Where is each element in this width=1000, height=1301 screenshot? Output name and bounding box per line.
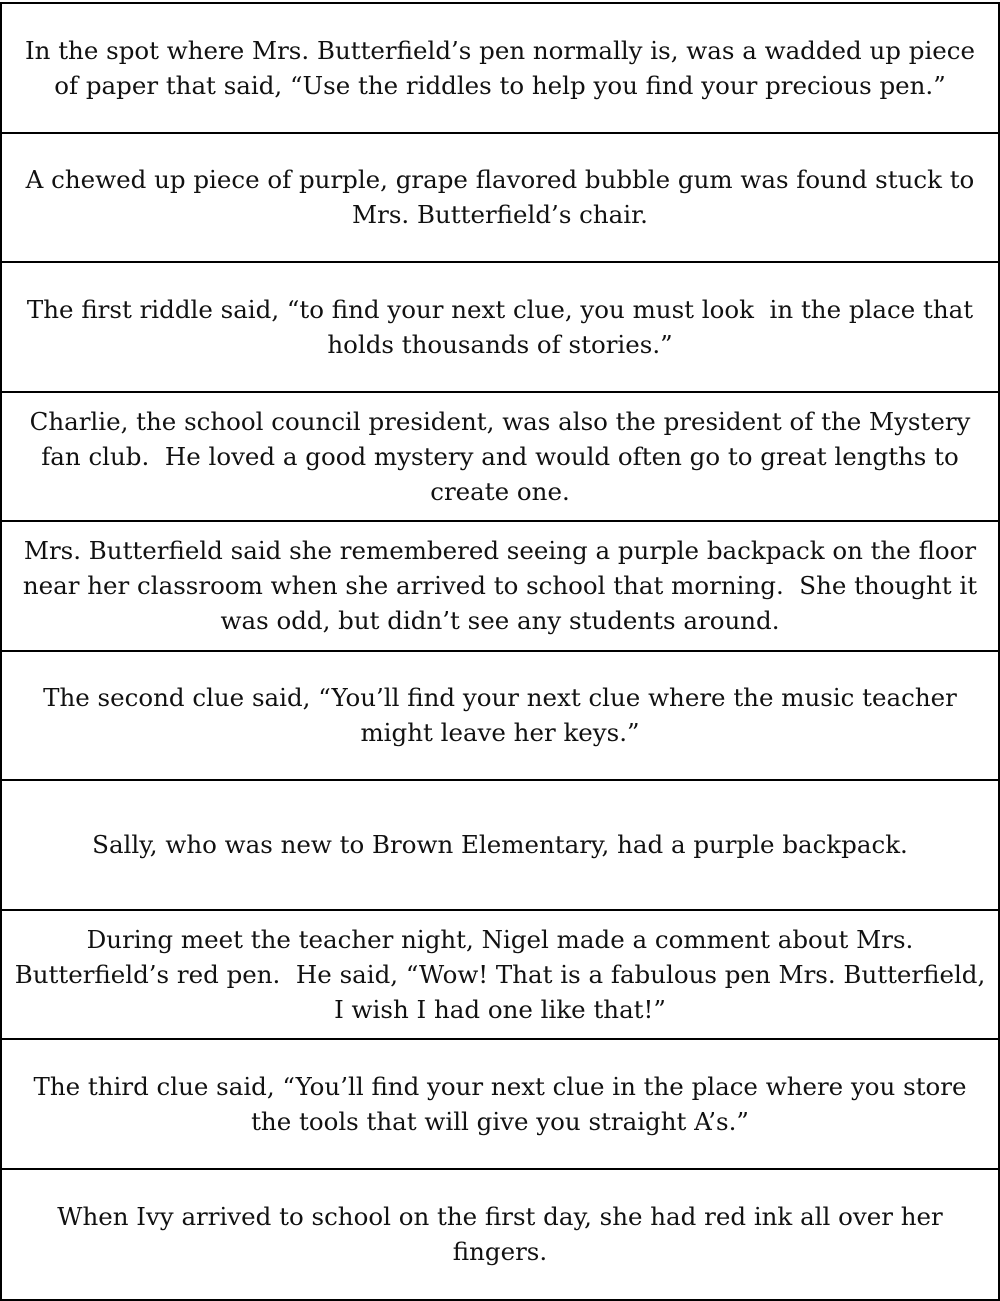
clue-text: During meet the teacher night, Nigel made a comment about Mrs. Butterfield’s red pen. He said, “Wow! That is a fabulous pen Mrs. Butterfield, I wish I had one like that!” <box>14 924 994 1024</box>
clue-text: The second clue said, “You’ll find your next clue where the music teacher might leave her keys.” <box>43 683 965 748</box>
clue-card-table <box>0 2 1000 1301</box>
clue-card-7 <box>2 781 998 911</box>
clue-card-2 <box>2 134 998 264</box>
clue-card-8 <box>2 911 998 1041</box>
clue-text: The third clue said, “You’ll find your next clue in the place where you store the tools that will give you straight A’s.” <box>33 1071 975 1136</box>
clue-text: In the spot where Mrs. Butterfield’s pen normally is, was a wadded up piece of paper that said, “Use the riddles to help you find your precious pen.” <box>24 35 983 100</box>
clue-card-9 <box>2 1040 998 1170</box>
clue-card-10 <box>2 1170 998 1300</box>
clue-text: When Ivy arrived to school on the first day, she had red ink all over her fingers. <box>57 1202 951 1267</box>
clue-card-3 <box>2 263 998 393</box>
clue-card-6 <box>2 652 998 782</box>
clue-text: The first riddle said, “to find your next clue, you must look in the place that holds thousands of stories.” <box>26 294 981 359</box>
clue-text: Sally, who was new to Brown Elementary, had a purple backpack. <box>92 830 908 860</box>
clue-text: Charlie, the school council president, was also the president of the Mystery fan club. He loved a good mystery and would often go to great lengths to create one. <box>29 406 979 506</box>
clue-text: A chewed up piece of purple, grape flavored bubble gum was found stuck to Mrs. Butterfield’s chair. <box>25 165 983 230</box>
clue-card-1 <box>2 4 998 134</box>
clue-card-4 <box>2 393 998 523</box>
clue-card-5 <box>2 522 998 652</box>
clue-text: Mrs. Butterfield said she remembered seeing a purple backpack on the floor near her classroom when she arrived to school that morning. She thought it was odd, but didn’t see any students around. <box>22 536 985 636</box>
